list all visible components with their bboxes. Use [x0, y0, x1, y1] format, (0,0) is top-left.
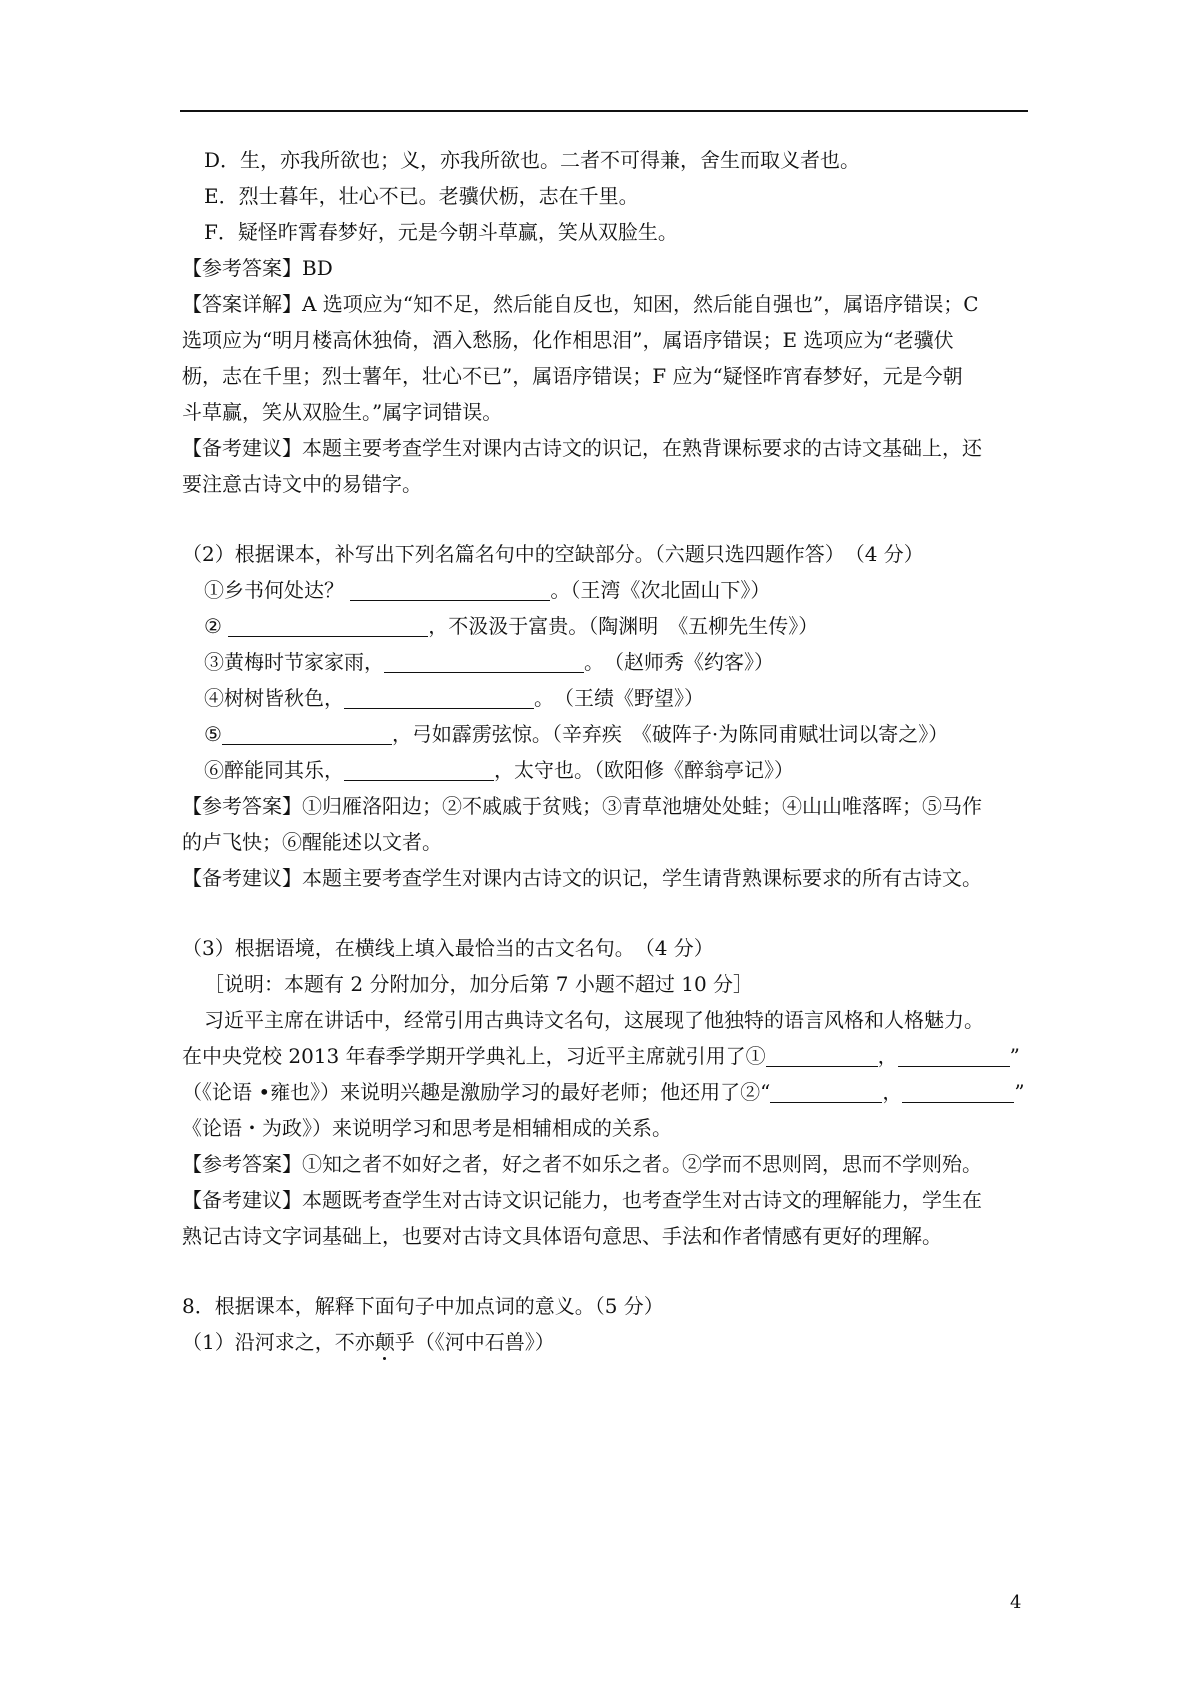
- q2-item: ② ，不汲汲于富贵。（陶渊明 《五柳先生传》）: [204, 614, 819, 638]
- q1-detail-line: 斗草赢，笑从双脸生。”属字词错误。: [182, 400, 503, 424]
- q1-advice-line: 【备考建议】本题主要考查学生对课内古诗文的识记，在熟背课标要求的古诗文基础上，还: [182, 436, 982, 460]
- answer-blank[interactable]: [350, 576, 550, 601]
- q3-paragraph: （《论语 •雍也》）来说明兴趣是激励学习的最好老师；他还用了②“ ， ”: [182, 1080, 1025, 1104]
- q1-detail-line: 选项应为“明月楼高休独倚，酒入愁肠，化作相思泪”，属语序错误；E 选项应为“老骥伏: [182, 328, 954, 352]
- option-d: D．生，亦我所欲也；义，亦我所欲也。二者不可得兼，舍生而取义者也。: [204, 148, 861, 172]
- q8-sub-question: （1）沿河求之，不亦颠乎（《河中石兽》）: [182, 1324, 1028, 1360]
- answer-blank[interactable]: [902, 1078, 1014, 1103]
- header-rule: [180, 110, 1028, 112]
- q2-answer-line: 【参考答案】①归雁洛阳边；②不戚戚于贫贱；③青草池塘处处蛙；④山山唯落晖；⑤马作: [182, 794, 982, 818]
- q1-advice-line: 要注意古诗文中的易错字。: [182, 472, 422, 496]
- q1-answer: 【参考答案】BD: [182, 256, 333, 280]
- option-f: F．疑怪昨霄春梦好，元是今朝斗草赢，笑从双脸生。: [204, 220, 678, 244]
- q1-detail-line: 【答案详解】A 选项应为“知不足，然后能自反也，知困，然后能自强也”，属语序错误；C: [182, 292, 979, 316]
- q2-advice: 【备考建议】本题主要考查学生对课内古诗文的识记，学生请背熟课标要求的所有古诗文。: [182, 866, 982, 890]
- q3-advice-line: 【备考建议】本题既考查学生对古诗文识记能力，也考查学生对古诗文的理解能力，学生在: [182, 1188, 982, 1212]
- q2-item: ③黄梅时节家家雨， 。 （赵师秀《约客》）: [204, 650, 774, 674]
- q2-item: ①乡书何处达？ 。（王湾《次北固山下》）: [204, 578, 771, 602]
- answer-blank[interactable]: [384, 648, 584, 673]
- answer-blank[interactable]: [228, 612, 428, 637]
- q3-note: ［说明：本题有 2 分附加分，加分后第 7 小题不超过 10 分］: [204, 972, 754, 996]
- answer-blank[interactable]: [898, 1042, 1010, 1067]
- answer-blank[interactable]: [770, 1078, 882, 1103]
- page-number: 4: [1010, 1592, 1022, 1613]
- q1-detail-line: 枥，志在千里；烈士薯年，壮心不已”，属语序错误；F 应为“疑怪昨宵春梦好，元是今朝: [182, 364, 963, 388]
- answer-blank[interactable]: [344, 756, 494, 781]
- dotted-word: 颠: [375, 1324, 395, 1360]
- answer-blank[interactable]: [222, 720, 392, 745]
- q2-answer-line: 的卢飞快；⑥醒能述以文者。: [182, 830, 442, 854]
- q2-item: ④树树皆秋色， 。 （王绩《野望》）: [204, 686, 704, 710]
- q3-answer: 【参考答案】①知之者不如好之者，好之者不如乐之者。②学而不思则罔，思而不学则殆。: [182, 1152, 982, 1176]
- q3-paragraph: 在中央党校 2013 年春季学期开学典礼上，习近平主席就引用了① ， ”: [182, 1044, 1020, 1068]
- option-e: E．烈士暮年，壮心不已。老骥伏枥，志在千里。: [204, 184, 639, 208]
- q2-heading: （2）根据课本，补写出下列名篇名句中的空缺部分。（六题只选四题作答） （4 分）: [182, 542, 924, 566]
- q3-paragraph: 《论语・为政》）来说明学习和思考是相辅相成的关系。: [182, 1116, 672, 1140]
- q2-item: ⑥醉能同其乐， ，太守也。（欧阳修《醉翁亭记》）: [204, 758, 794, 782]
- document-body: [182, 142, 1028, 1360]
- q2-item: ⑤ ，弓如霹雳弦惊。（辛弃疾 《破阵子·为陈同甫赋壮词以寄之》）: [204, 722, 949, 746]
- answer-blank[interactable]: [344, 684, 534, 709]
- answer-blank[interactable]: [766, 1042, 878, 1067]
- q3-advice-line: 熟记古诗文字词基础上，也要对古诗文具体语句意思、手法和作者情感有更好的理解。: [182, 1224, 942, 1248]
- q3-heading: （3）根据语境，在横线上填入最恰当的古文名句。 （4 分）: [182, 936, 714, 960]
- q3-paragraph: 习近平主席在讲话中，经常引用古典诗文名句，这展现了他独特的语言风格和人格魅力。: [204, 1008, 984, 1032]
- q8-heading: 8．根据课本，解释下面句子中加点词的意义。（5 分）: [182, 1294, 664, 1318]
